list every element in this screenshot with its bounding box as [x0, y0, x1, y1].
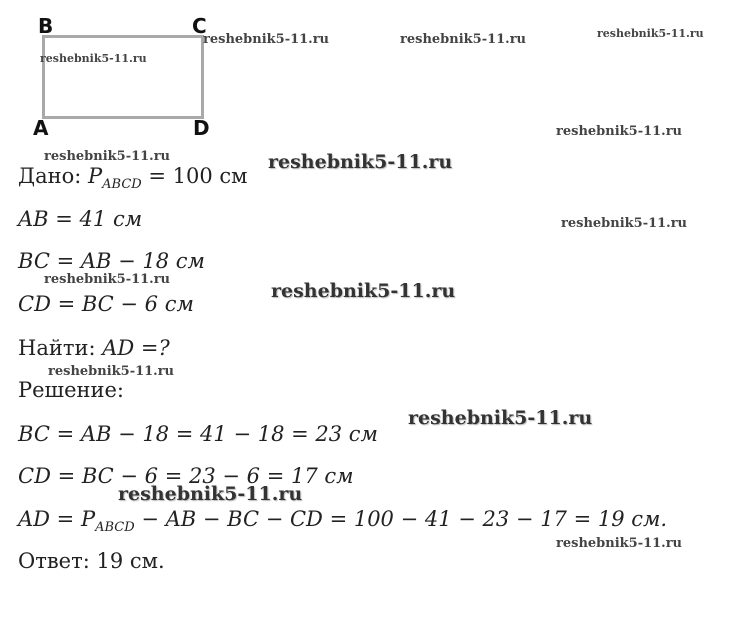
watermark: reshebnik5-11.ru: [44, 149, 171, 164]
perimeter-symbol: P: [88, 164, 103, 188]
find-expression: AD =?: [95, 336, 170, 360]
solution-ad-line: [18, 506, 667, 536]
given-bc-line: BC = AB − 18 см: [18, 249, 205, 273]
find-label: Найти:: [18, 336, 96, 360]
solution-bc-line: BC = AB − 18 = 41 − 18 = 23 см: [18, 422, 378, 446]
watermark: reshebnik5-11.ru: [48, 364, 175, 379]
watermark: reshebnik5-11.ru: [556, 124, 683, 139]
given-perimeter-line: [18, 163, 248, 193]
watermark: reshebnik5-11.ru: [597, 27, 704, 40]
solution-cd-line: CD = BC − 6 = 23 − 6 = 17 см: [18, 464, 354, 488]
watermark: reshebnik5-11.ru: [40, 52, 147, 65]
solution-ad-subscript: ABCD: [95, 520, 135, 535]
vertex-c-label: C: [192, 14, 207, 38]
vertex-b-label: B: [38, 14, 54, 38]
watermark: reshebnik5-11.ru: [561, 216, 688, 231]
perimeter-value: = 100 см: [141, 164, 248, 188]
vertex-d-label: D: [193, 116, 210, 140]
solution-ad-rest: − AB − BC − CD = 100 − 41 − 23 − 17 = 19 см.: [134, 507, 668, 531]
solution-ad-start: AD = P: [18, 507, 96, 531]
solution-label: Решение:: [18, 378, 125, 402]
watermark: reshebnik5-11.ru: [268, 151, 453, 173]
given-ab-line: AB = 41 см: [18, 207, 143, 231]
watermark: reshebnik5-11.ru: [44, 272, 171, 287]
answer-line: Ответ: 19 см.: [18, 549, 165, 573]
watermark: reshebnik5-11.ru: [400, 32, 527, 47]
find-line: [18, 335, 170, 361]
given-label: Дано:: [18, 164, 82, 188]
given-cd-line: CD = BC − 6 см: [18, 292, 194, 316]
rectangle-abcd: [42, 35, 204, 119]
watermark: reshebnik5-11.ru: [271, 280, 456, 302]
vertex-a-label: A: [33, 116, 49, 140]
watermark: reshebnik5-11.ru: [556, 536, 683, 551]
perimeter-subscript: ABCD: [102, 177, 142, 192]
watermark: reshebnik5-11.ru: [203, 32, 330, 47]
watermark: reshebnik5-11.ru: [408, 407, 593, 429]
watermark: reshebnik5-11.ru: [118, 483, 303, 505]
